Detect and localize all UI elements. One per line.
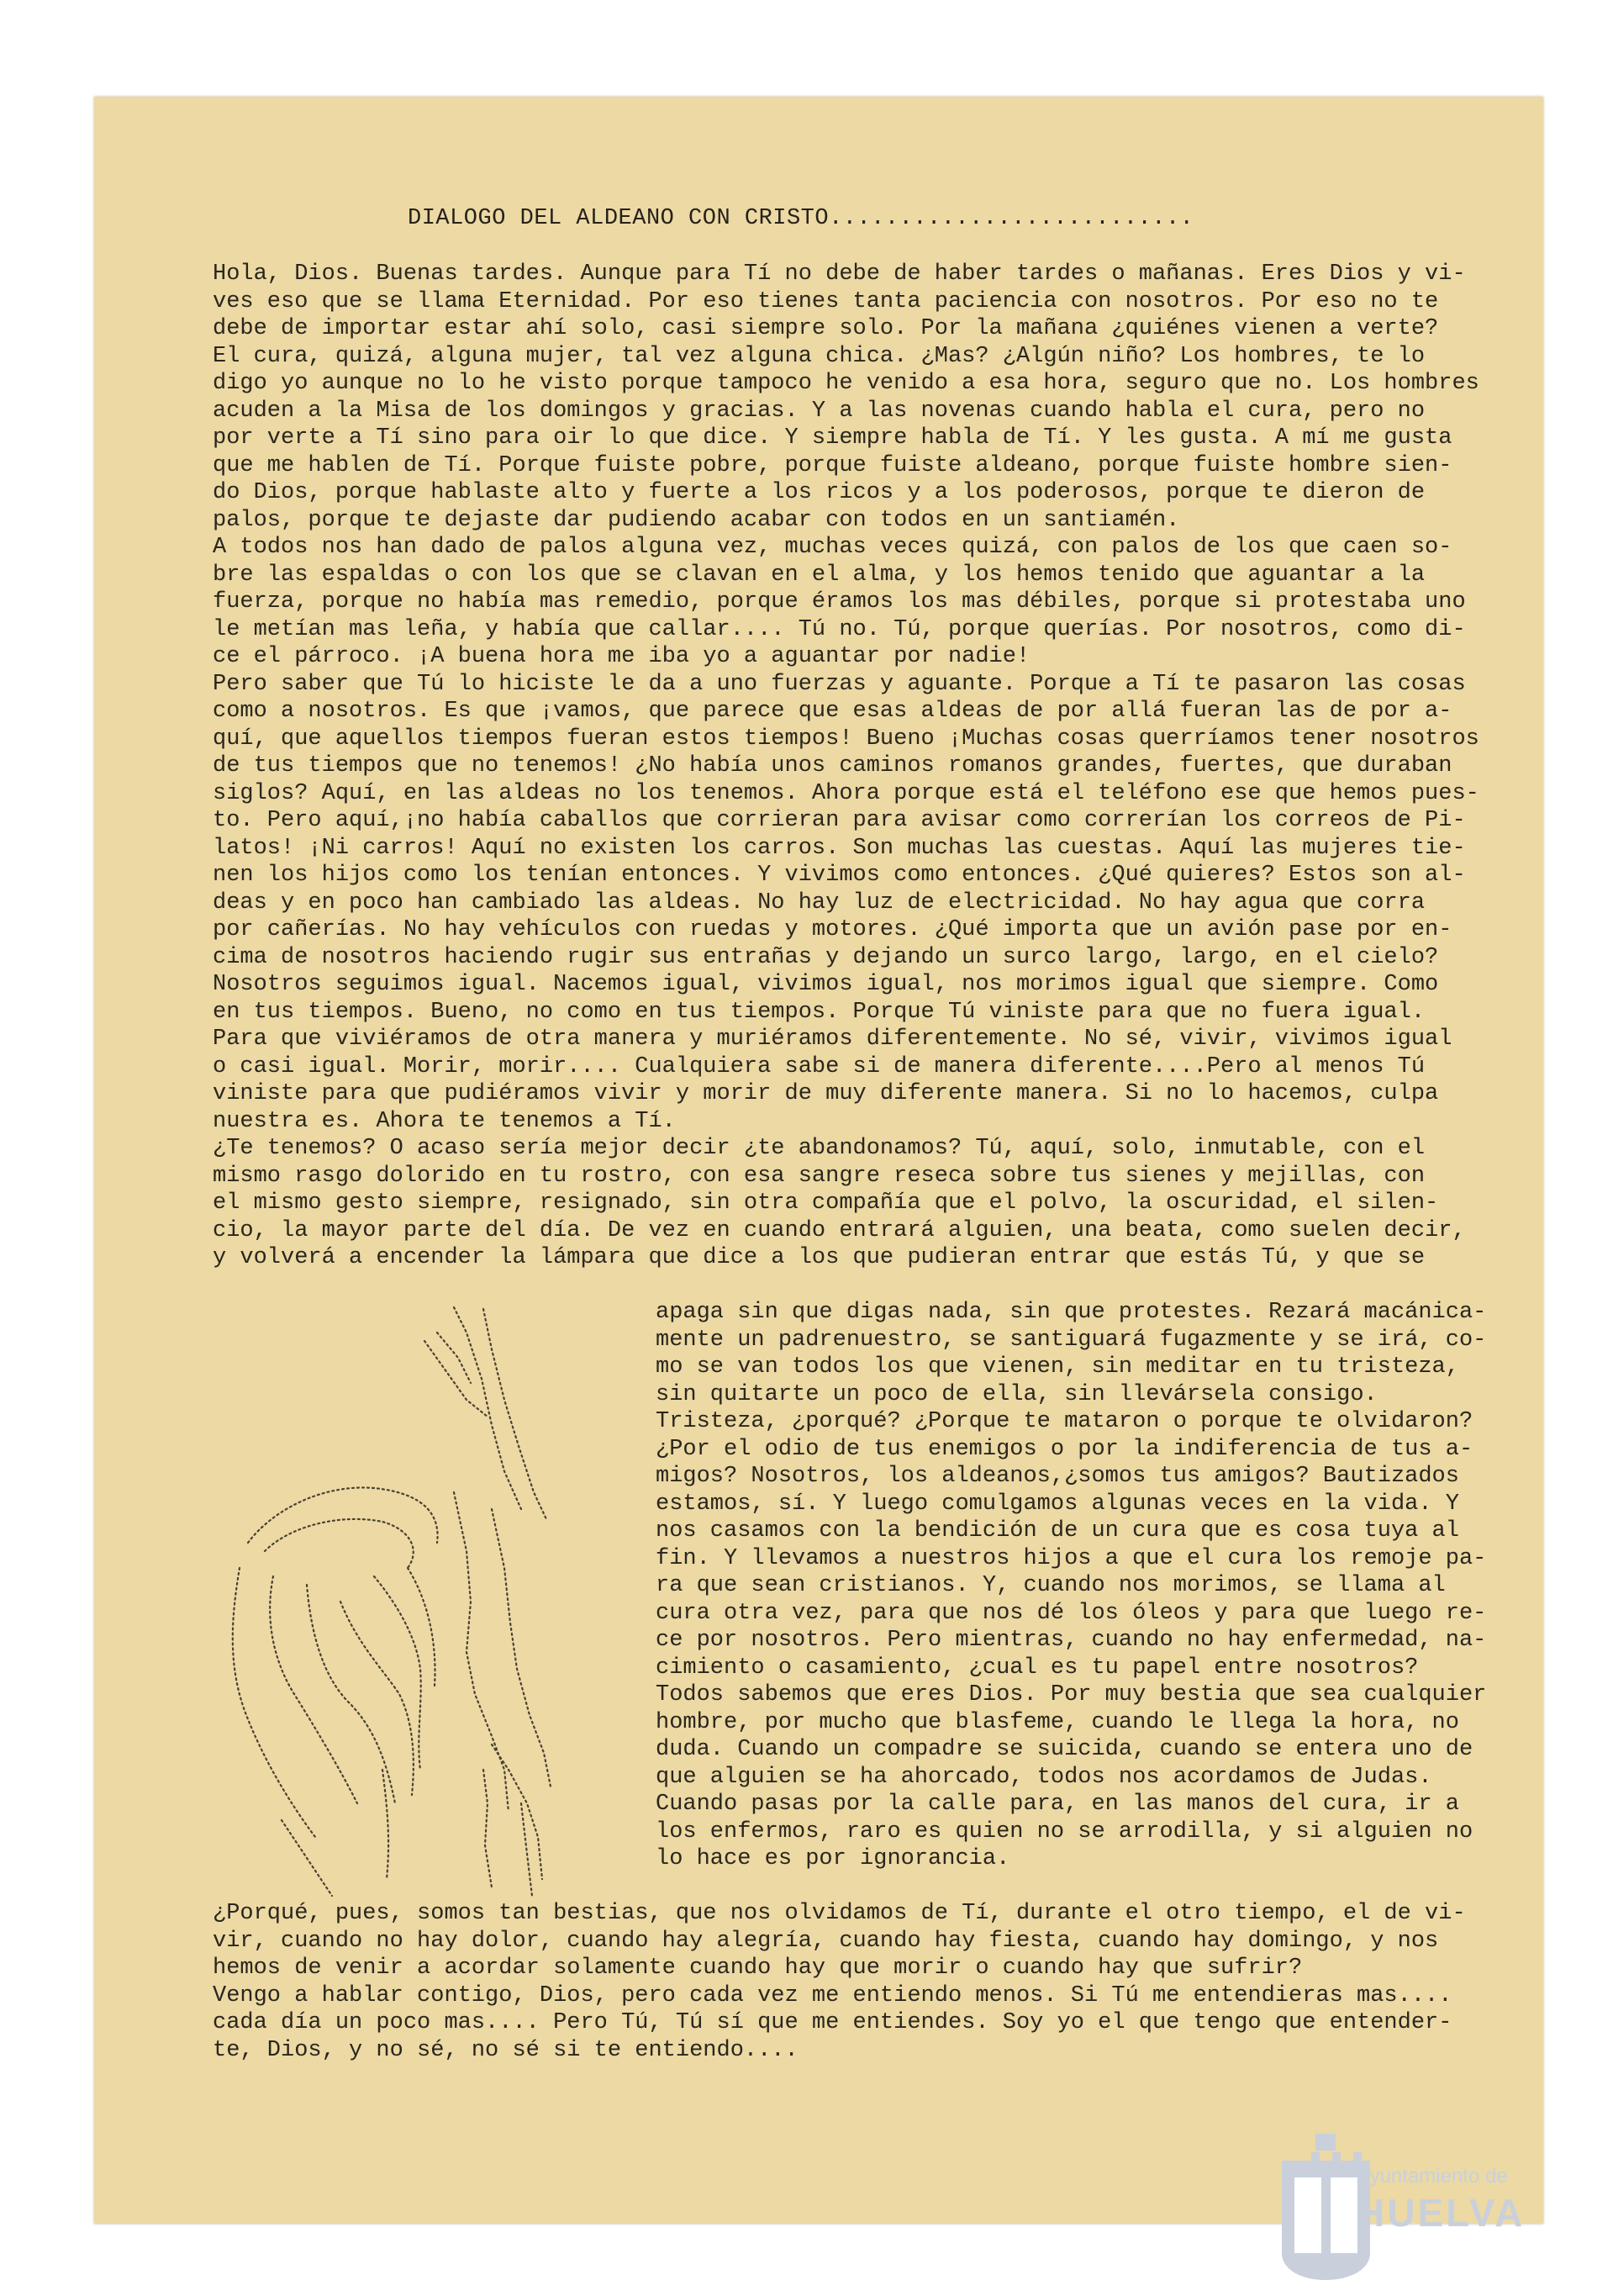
text-line: mo se van todos los que vienen, sin meditar en tu tristeza,	[656, 1354, 1459, 1380]
text-line: migos? Nosotros, los aldeanos,¿somos tus amigos? Bautizados	[656, 1464, 1459, 1489]
text-line: do Dios, porque hablaste alto y fuerte a los ricos y a los poderosos, porque te dieron de	[213, 480, 1426, 505]
text-line: los enfermos, raro es quien no se arrodilla, y si alguien no	[656, 1818, 1473, 1845]
watermark-organization: Ayuntamiento de	[1357, 2165, 1508, 2188]
text-line: ¿Porqué, pues, somos tan bestias, que nos olvidamos de Tí, durante el otro tiempo, el de vi-	[213, 1901, 1466, 1926]
text-line: te, Dios, y no sé, no sé si te entiendo....	[213, 2037, 799, 2063]
text-line: Tristeza, ¿porqué? ¿Porque te mataron o porque te olvidaron?	[656, 1409, 1473, 1434]
text-line: digo yo aunque no lo he visto porque tampoco he venido a esa hora, seguro que no. Los hombres	[213, 371, 1479, 396]
text-line: palos, porque te dejaste dar pudiendo acabar con todos en un santiamén.	[213, 507, 1180, 533]
text-line: quí, que aquellos tiempos fueran estos tiempos! Bueno ¡Muchas cosas querríamos tener nosotros	[213, 726, 1479, 752]
watermark-city: HUELVA	[1357, 2191, 1526, 2235]
text-line: por cañerías. No hay vehículos con ruedas y motores. ¿Qué importa que un avión pase por en-	[213, 917, 1452, 942]
text-line: vir, cuando no hay dolor, cuando hay alegría, cuando hay fiesta, cuando hay domingo, y nos	[213, 1928, 1439, 1954]
text-line: ves eso que se llama Eternidad. Por eso tienes tanta paciencia con nosotros. Por eso no te	[213, 288, 1439, 314]
text-line: Todos sabemos que eres Dios. Por muy bestia que sea cualquier	[656, 1682, 1487, 1707]
text-block-bottom	[213, 1900, 1466, 2064]
text-line: cimiento o casamiento, ¿cual es tu papel entre nosotros?	[656, 1655, 1419, 1681]
text-line: A todos nos han dado de palos alguna vez, muchas veces quizá, con palos de los que caen so-	[213, 535, 1452, 560]
text-line: deas y en poco han cambiado las aldeas. No hay luz de electricidad. No hay agua que corra	[213, 889, 1426, 916]
text-line: Nosotros seguimos igual. Nacemos igual, vivimos igual, nos morimos igual que siempre. Como	[213, 972, 1439, 997]
text-line: estamos, sí. Y luego comulgamos algunas veces en la vida. Y	[656, 1491, 1459, 1517]
text-line: nos casamos con la bendición de un cura que es cosa tuya al	[656, 1518, 1459, 1544]
text-line: cura otra vez, para que nos dé los óleos y para que luego re-	[656, 1600, 1487, 1626]
text-block-top	[213, 261, 1479, 1272]
text-line: cio, la mayor parte del día. De vez en cuando entrará alguien, una beata, como suelen decir,	[213, 1217, 1466, 1243]
text-line: lo hace es por ignorancia.	[656, 1846, 1010, 1871]
text-line: el mismo gesto siempre, resignado, sin otra compañía que el polvo, la oscuridad, el silen-	[213, 1190, 1439, 1216]
text-line: debe de importar estar ahí solo, casi siempre solo. Por la mañana ¿quiénes vienen a verte?	[213, 316, 1439, 341]
text-line: de tus tiempos que no tenemos! ¿No había unos caminos romanos grandes, fuertes, que duraban	[213, 753, 1452, 779]
text-line: Para que viviéramos de otra manera y muriéramos diferentemente. No sé, vivir, vivimos igual	[213, 1027, 1452, 1052]
text-line: por verte a Tí sino para oir lo que dice. Y siempre habla de Tí. Y les gusta. A mí me gusta	[213, 425, 1452, 451]
text-line: que alguien se ha ahorcado, todos nos acordamos de Judas.	[656, 1764, 1432, 1790]
text-line: ¿Te tenemos? O acaso sería mejor decir ¿te abandonamos? Tú, aquí, solo, inmutable, con el	[213, 1136, 1426, 1161]
text-line: hombre, por mucho que blasfeme, cuando le llega la hora, no	[656, 1709, 1459, 1735]
text-line: Vengo a hablar contigo, Dios, pero cada vez me entiendo menos. Si Tú me entendieras mas....	[213, 1982, 1452, 2008]
text-block-side	[656, 1299, 1486, 1873]
text-line: nen los hijos como los tenían entonces. Y vivimos como entonces. ¿Qué quieres? Estos son al-	[213, 863, 1466, 888]
text-line: siglos? Aquí, en las aldeas no los tenemos. Ahora porque está el teléfono ese que hemos pues-	[213, 780, 1479, 806]
text-line: bre las espaldas o con los que se clavan en el alma, y los hemos tenido que aguantar a la	[213, 562, 1426, 588]
text-line: o casi igual. Morir, morir.... Cualquiera sabe si de manera diferente....Pero al menos Tú	[213, 1053, 1426, 1079]
text-line: cada día un poco mas.... Pero Tú, Tú sí que me entiendes. Soy yo el que tengo que entender-	[213, 2010, 1452, 2035]
text-line: le metían mas leña, y había que callar.... Tú no. Tú, porque querías. Por nosotros, como di-	[213, 616, 1466, 642]
text-line: fuerza, porque no había mas remedio, porque éramos los mas débiles, porque si protestaba uno	[213, 589, 1466, 615]
text-line: en tus tiempos. Bueno, no como en tus tiempos. Porque Tú viniste para que no fuera igual.	[213, 999, 1426, 1025]
text-line: Hola, Dios. Buenas tardes. Aunque para Tí no debe de haber tardes o mañanas. Eres Dios y vi-	[213, 261, 1466, 287]
document-title: DIALOGO DEL ALDEANO CON CRISTO..........................	[408, 206, 1194, 231]
text-line: ¿Por el odio de tus enemigos o por la indiferencia de tus a-	[656, 1436, 1473, 1462]
text-line: Cuando pasas por la calle para, en las manos del cura, ir a	[656, 1792, 1459, 1817]
text-line: latos! ¡Ni carros! Aquí no existen los carros. Son muchas las cuestas. Aquí las mujeres tie-	[213, 835, 1466, 861]
text-line: como a nosotros. Es que ¡vamos, que parece que esas aldeas de por allá fueran las de por a-	[213, 699, 1452, 724]
text-line: nuestra es. Ahora te tenemos a Tí.	[213, 1108, 676, 1134]
text-line: Pero saber que Tú lo hiciste le da a uno fuerzas y aguante. Porque a Tí te pasaron las cosas	[213, 671, 1466, 697]
text-line: y volverá a encender la lámpara que dice a los que pudieran entrar que estás Tú, y que se	[213, 1245, 1426, 1270]
text-line: hemos de venir a acordar solamente cuando hay que morir o cuando hay que sufrir?	[213, 1956, 1303, 1981]
text-line: cima de nosotros haciendo rugir sus entrañas y dejando un surco largo, largo, en el cielo?	[213, 944, 1439, 970]
text-line: que me hablen de Tí. Porque fuiste pobre, porque fuiste aldeano, porque fuiste hombre sien-	[213, 452, 1452, 478]
text-line: fin. Y llevamos a nuestros hijos a que el cura los remoje pa-	[656, 1545, 1487, 1571]
text-line: mente un padrenuestro, se santiguará fugazmente y se irá, co-	[656, 1327, 1487, 1353]
text-line: ce por nosotros. Pero mientras, cuando no hay enfermedad, na-	[656, 1628, 1487, 1653]
text-line: El cura, quizá, alguna mujer, tal vez alguna chica. ¿Mas? ¿Algún niño? Los hombres, te lo	[213, 343, 1426, 369]
text-line: duda. Cuando un compadre se suicida, cuando se entera uno de	[656, 1737, 1473, 1762]
text-line: sin quitarte un poco de ella, sin llevársela consigo.	[656, 1381, 1378, 1407]
dotted-drawing-crucifix-hands	[214, 1299, 651, 1900]
text-line: viniste para que pudiéramos vivir y morir de muy diferente manera. Si no lo hacemos, culpa	[213, 1081, 1439, 1106]
text-line: mismo rasgo dolorido en tu rostro, con esa sangre reseca sobre tus sienes y mejillas, con	[213, 1163, 1426, 1189]
text-line: ra que sean cristianos. Y, cuando nos morimos, se llama al	[656, 1573, 1446, 1598]
text-line: acuden a la Misa de los domingos y gracias. Y a las novenas cuando habla el cura, pero no	[213, 398, 1426, 424]
text-line: ce el párroco. ¡A buena hora me iba yo a aguantar por nadie!	[213, 644, 1031, 669]
text-line: to. Pero aquí,¡no había caballos que corrieran para avisar como correrían los correos de Pi-	[213, 808, 1466, 833]
text-line: apaga sin que digas nada, sin que protestes. Rezará macánica-	[656, 1300, 1487, 1325]
